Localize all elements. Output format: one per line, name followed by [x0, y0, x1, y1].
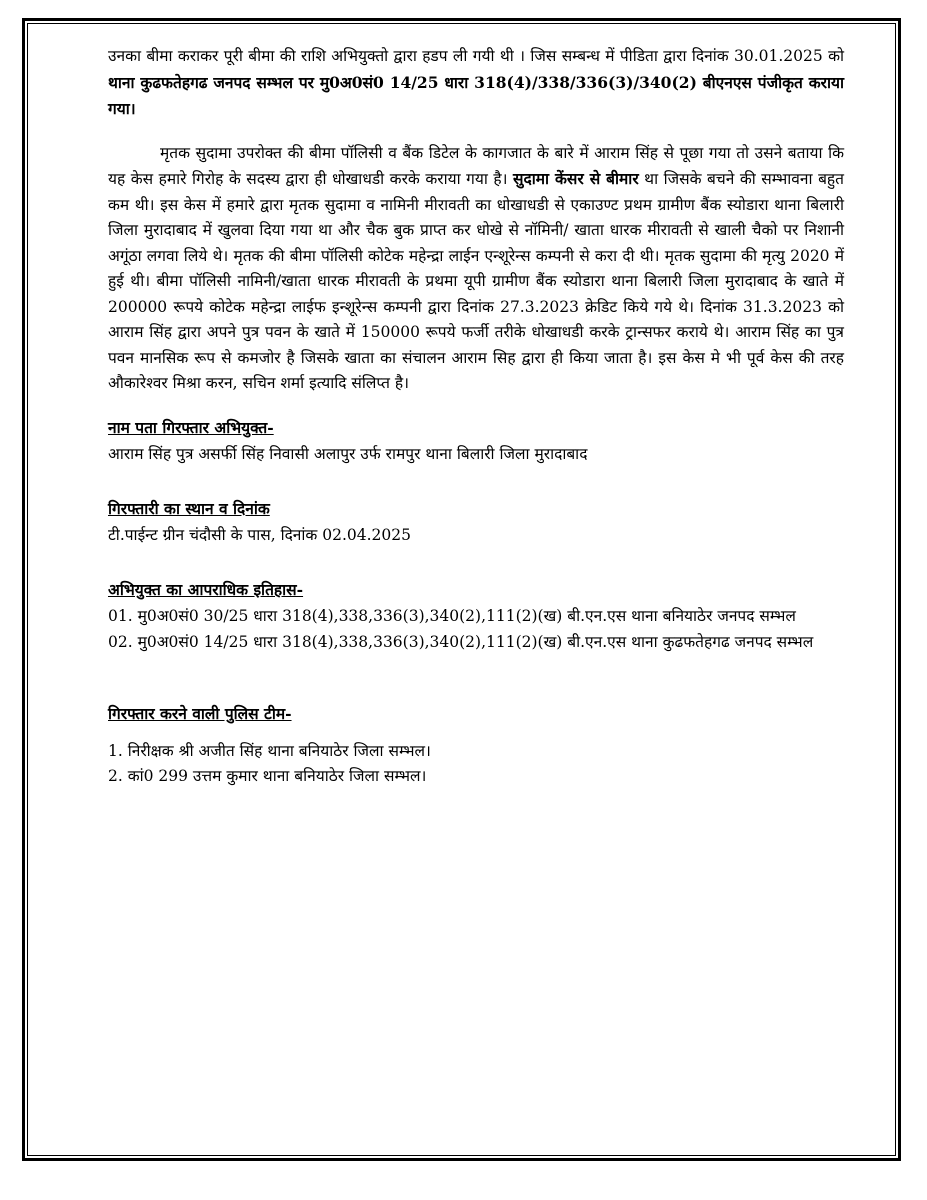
history-item: 02. मु0अ0सं0 14/25 धारा 318(4),338,336(3),340(2),111(2)(ख) बी.एन.एस थाना कुढफतेहगढ जनपद सम्भल: [108, 632, 814, 651]
arrest-section: [108, 496, 844, 549]
intro-text: उनका बीमा कराकर पूरी बीमा की राशि अभियुक्तो द्वारा हडप ली गयी थी । जिस सम्बन्ध में पीडिता द्वारा दिनांक 30.01.2025 को: [108, 47, 844, 65]
intro-fir-details: थाना कुढफतेहगढ जनपद सम्भल पर मु0अ0सं0 14/25 धारा 318(4)/338/336(3)/340(2) बीएनएस पंजीकृत कराया गया।: [108, 72, 844, 118]
team-section: [108, 701, 844, 790]
case-details-text-2: था जिसके बचने की सम्भावना बहुत कम थी। इस केस में हमारे द्वारा मृतक सुदामा व नामिनी मीरावती का धोखाधडी से एकाउण्ट प्रथम ग्रामीण बैंक स्योडारा थाना बिलारी जिला मुरादाबाद में खुलवा दिया गया था और चैक बुक प्राप्त कर धोखे से नॉमिनी/ खाता धारक मीरावती से खाली चैको पर निशानी अगूंठा लगवा लिये थे। मृतक की बीमा पॉलिसी कोटेक महेन्द्रा लाईन एन्शूरेन्स कम्पनी से करा दी थी। मृतक सुदामा की मृत्यु 2020 में हुई थी। बीमा पॉलिसी नामिनी/खाता धारक मीरावती के प्रथमा यूपी ग्रामीण बैंक स्योडारा थाना बिलारी जिला मुरादाबाद के खाते में 200000 रूपये कोटेक महेन्द्रा लाईफ इन्शूरेन्स कम्पनी द्वारा दिनांक 27.3.2023 क्रेडिट किये गये थे। दिनांक 31.3.2023 को आराम सिंह द्वारा अपने पुत्र पवन के खाते में 150000 रूपये फर्जी तरीके धोखाधडी करके ट्रान्सफर कराये थे। आराम सिंह का पुत्र पवन मानसिक रूप से कमजोर है जिसके खाता का संचालन आराम सिह द्वारा ही किया जाता है। इस केस मे भी पूर्व केस की तरह औकारेश्वर मिश्रा करन, सचिन शर्मा इत्यादि संलिप्त है।: [108, 170, 844, 392]
history-item: 01. मु0अ0सं0 30/25 धारा 318(4),338,336(3),340(2),111(2)(ख) बी.एन.एस थाना बनियाठेर जनपद सम्भल: [108, 607, 796, 625]
arrest-heading: गिरफ्तारी का स्थान व दिनांक: [108, 498, 270, 518]
team-heading: गिरफ्तार करने वाली पुलिस टीम-: [108, 704, 292, 723]
intro-paragraph: [108, 44, 844, 123]
accused-value: आराम सिंह पुत्र असर्फी सिंह निवासी अलापुर उर्फ रामपुर थाना बिलारी जिला मुरादाबाद: [108, 445, 588, 463]
arrest-value: टी.पाईन्ट ग्रीन चंदौसी के पास, दिनांक 02.04.2025: [108, 526, 412, 544]
case-details-paragraph: [108, 141, 844, 397]
accused-heading: नाम पता गिरफ्तार अभियुक्त-: [108, 417, 274, 437]
history-heading: अभियुक्त का आपराधिक इतिहास-: [108, 579, 304, 599]
accused-section: [108, 415, 844, 468]
case-details-text-1: मृतक सुदामा उपरोक्त की बीमा पॉलिसी व बैंक डिटेल के कागजात के बारे में आराम सिंह से पूछा गया तो उसने बताया कि यह केस हमारे गिरोह के सदस्य द्वारा ही धोखाधडी करके कराया गया है।: [108, 143, 844, 188]
document-body: [108, 44, 844, 790]
case-details-highlight: सुदामा केंसर से बीमार: [513, 169, 639, 188]
team-member: 1. निरीक्षक श्री अजीत सिंह थाना बनियाठेर जिला सम्भल।: [108, 741, 431, 760]
team-list: [108, 739, 844, 790]
team-member: 2. कां0 299 उत्तम कुमार थाना बनियाठेर जिला सम्भल।: [108, 767, 427, 785]
history-section: [108, 577, 844, 656]
